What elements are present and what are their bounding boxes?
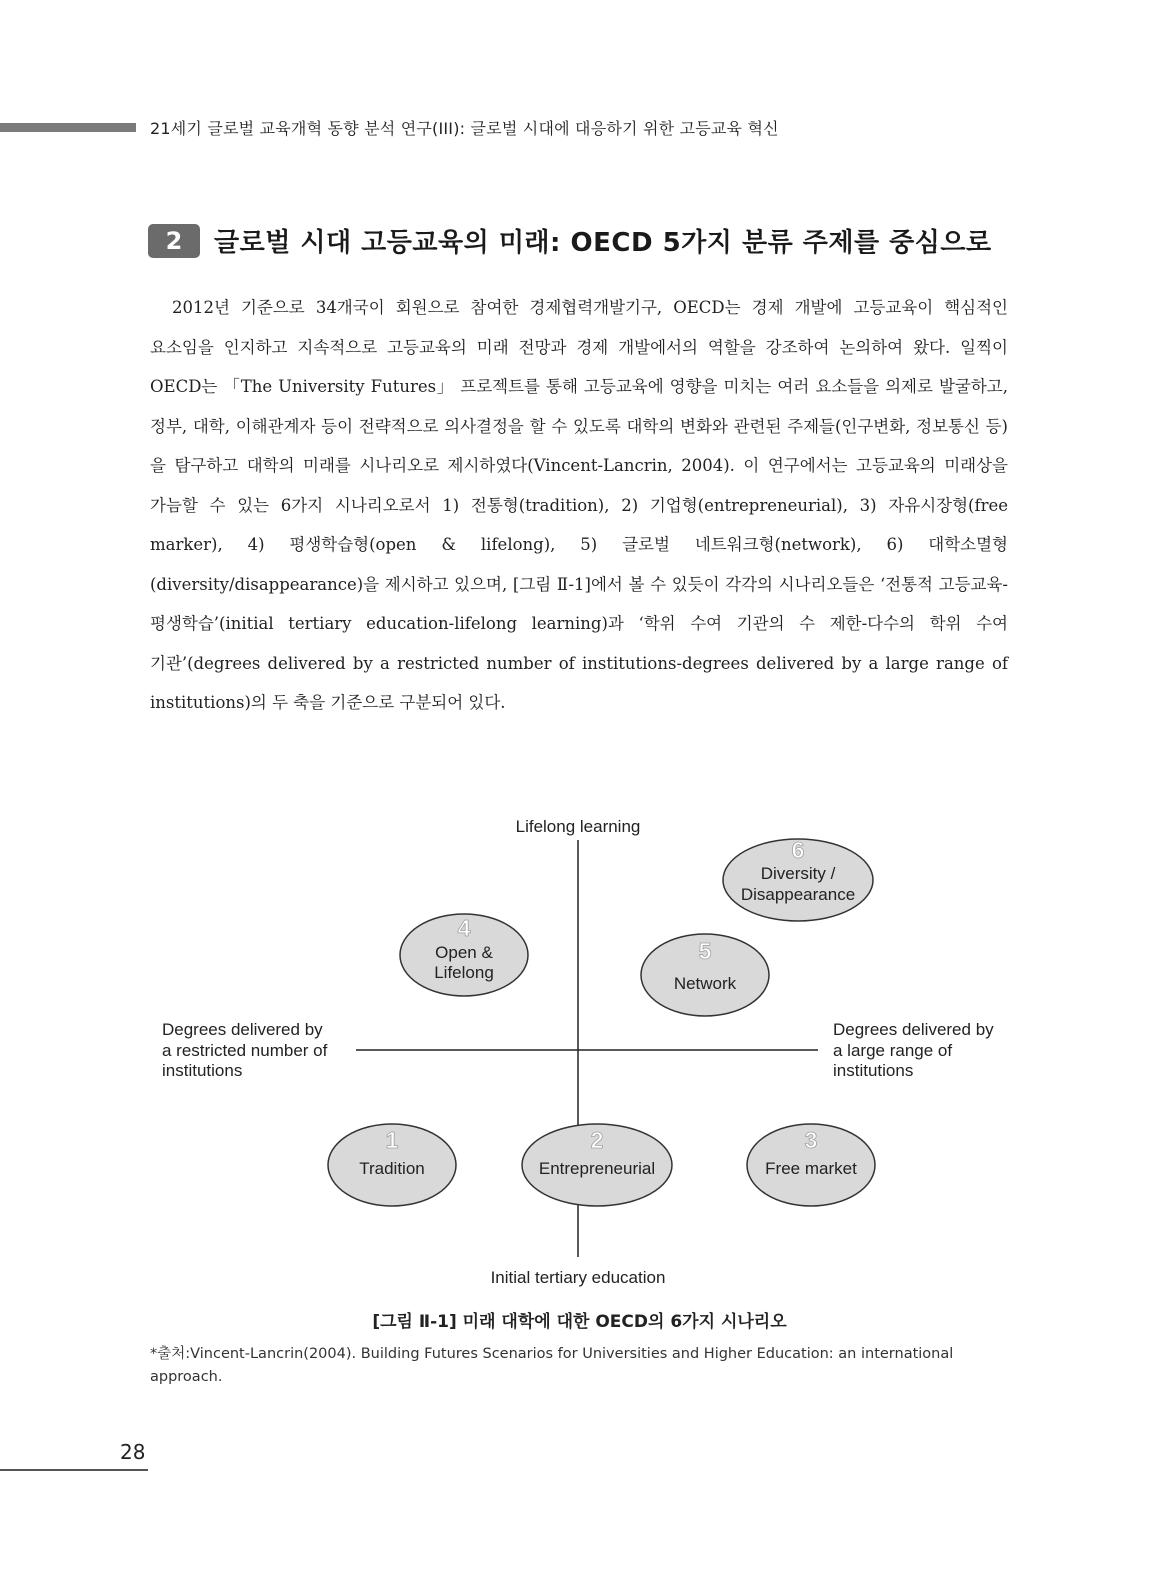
body-paragraph: 2012년 기준으로 34개국이 회원으로 참여한 경제협력개발기구, OECD는 경제 개발에 고등교육이 핵심적인 요소임을 인지하고 지속적으로 고등교육의 미래 전망과 경제 개발에서의 역할을 강조하여 논의하여 왔다. 일찍이 OECD는 「The University Futures」 프로젝트를 통해 고등교육에 영향을 미치는 여러 요소들을 의제로 발굴하고, 정부, 대학, 이해관계자 등이 전략적으로 의사결정을 할 수 있도록 대학의 변화와 관련된 주제들(인구변화, 정보통신 등)을 탐구하고 대학의 미래를 시나리오로 제시하였다(Vincent-Lancrin, 2004). 이 연구에서는 고등교육의 미래상을 가늠할 수 있는 6가지 시나리오로서 1) 전통형(tradition), 2) 기업형(entrepreneurial), 3) 자유시장형(free marker), 4) 평생학습형(open & lifelong), 5) 글로벌 네트워크형(network), 6) 대학소멸형(diversity/disappearance)을 제시하고 있으며, [그림 Ⅱ-1]에서 볼 수 있듯이 각각의 시나리오들은 ‘전통적 고등교육-평생학습’(initial tertiary education-lifelong learning)과 ‘학위 수여 기관의 수 제한-다수의 학위 수여 기관’(degrees delivered by a restricted number of institutions-degrees delivered by a large range of institutions)의 두 축을 기준으로 구분되어 있다. — [150, 298, 1008, 712]
scenario-number-1: 1 — [385, 1127, 399, 1153]
source-citation: Vincent-Lancrin(2004). Building Futures Scenarios for Universities and Higher Education: an international approach. — [150, 1346, 954, 1385]
axis-label-right-line-3: institutions — [833, 1061, 914, 1080]
scenario-node-3 — [747, 1124, 875, 1206]
header-decoration-bar — [0, 123, 136, 132]
scenario-label-6-line-2: Disappearance — [740, 885, 856, 904]
scenario-number-6: 6 — [791, 837, 805, 863]
running-header-title: 21세기 글로벌 교육개혁 동향 분석 연구(III): 글로벌 시대에 대응하기 위한 고등교육 혁신 — [150, 119, 779, 138]
footer-rule — [0, 1469, 148, 1471]
scenario-number-3: 3 — [804, 1127, 818, 1153]
axis-label-bottom: Initial tertiary education — [490, 1268, 666, 1287]
scenario-label-1: Tradition — [359, 1159, 425, 1178]
axis-label-right-line-1: Degrees delivered by — [833, 1020, 994, 1039]
axis-label-right-line-2: a large range of — [833, 1041, 953, 1060]
axis-label-top: Lifelong learning — [515, 817, 641, 836]
axis-label-left-line-2: a restricted number of — [162, 1041, 328, 1060]
source-label: *출처: — [150, 1346, 191, 1362]
scenario-node-4 — [400, 914, 528, 996]
scenario-diagram — [0, 810, 1159, 1300]
scenario-node-5 — [641, 934, 769, 1016]
source-note — [150, 1343, 1008, 1389]
section-title: 글로벌 시대 고등교육의 미래: OECD 5가지 분류 주제를 중심으로 — [214, 228, 992, 258]
scenario-number-5: 5 — [698, 938, 712, 964]
section-heading — [148, 222, 992, 259]
scenario-node-6 — [723, 837, 873, 921]
scenario-diagram-svg — [0, 810, 1159, 1300]
scenario-label-3: Free market — [765, 1159, 857, 1178]
scenario-number-2: 2 — [590, 1127, 604, 1153]
axis-label-left-line-1: Degrees delivered by — [162, 1020, 323, 1039]
scenario-label-4-line-1: Open & — [435, 943, 493, 962]
axis-label-right — [833, 1020, 994, 1080]
scenario-number-4: 4 — [457, 915, 471, 941]
scenario-node-2 — [522, 1124, 672, 1206]
page-number: 28 — [120, 1440, 146, 1464]
section-number-badge: 2 — [148, 224, 200, 258]
scenario-label-2: Entrepreneurial — [538, 1159, 656, 1178]
scenario-label-5: Network — [673, 974, 737, 993]
axis-label-left-line-3: institutions — [162, 1061, 243, 1080]
figure-caption: [그림 Ⅱ-1] 미래 대학에 대한 OECD의 6가지 시나리오 — [372, 1312, 787, 1332]
axis-label-left — [162, 1020, 328, 1080]
scenario-node-1 — [328, 1124, 456, 1206]
scenario-label-6-line-1: Diversity / — [760, 864, 836, 883]
scenario-label-4-line-2: Lifelong — [434, 963, 494, 982]
